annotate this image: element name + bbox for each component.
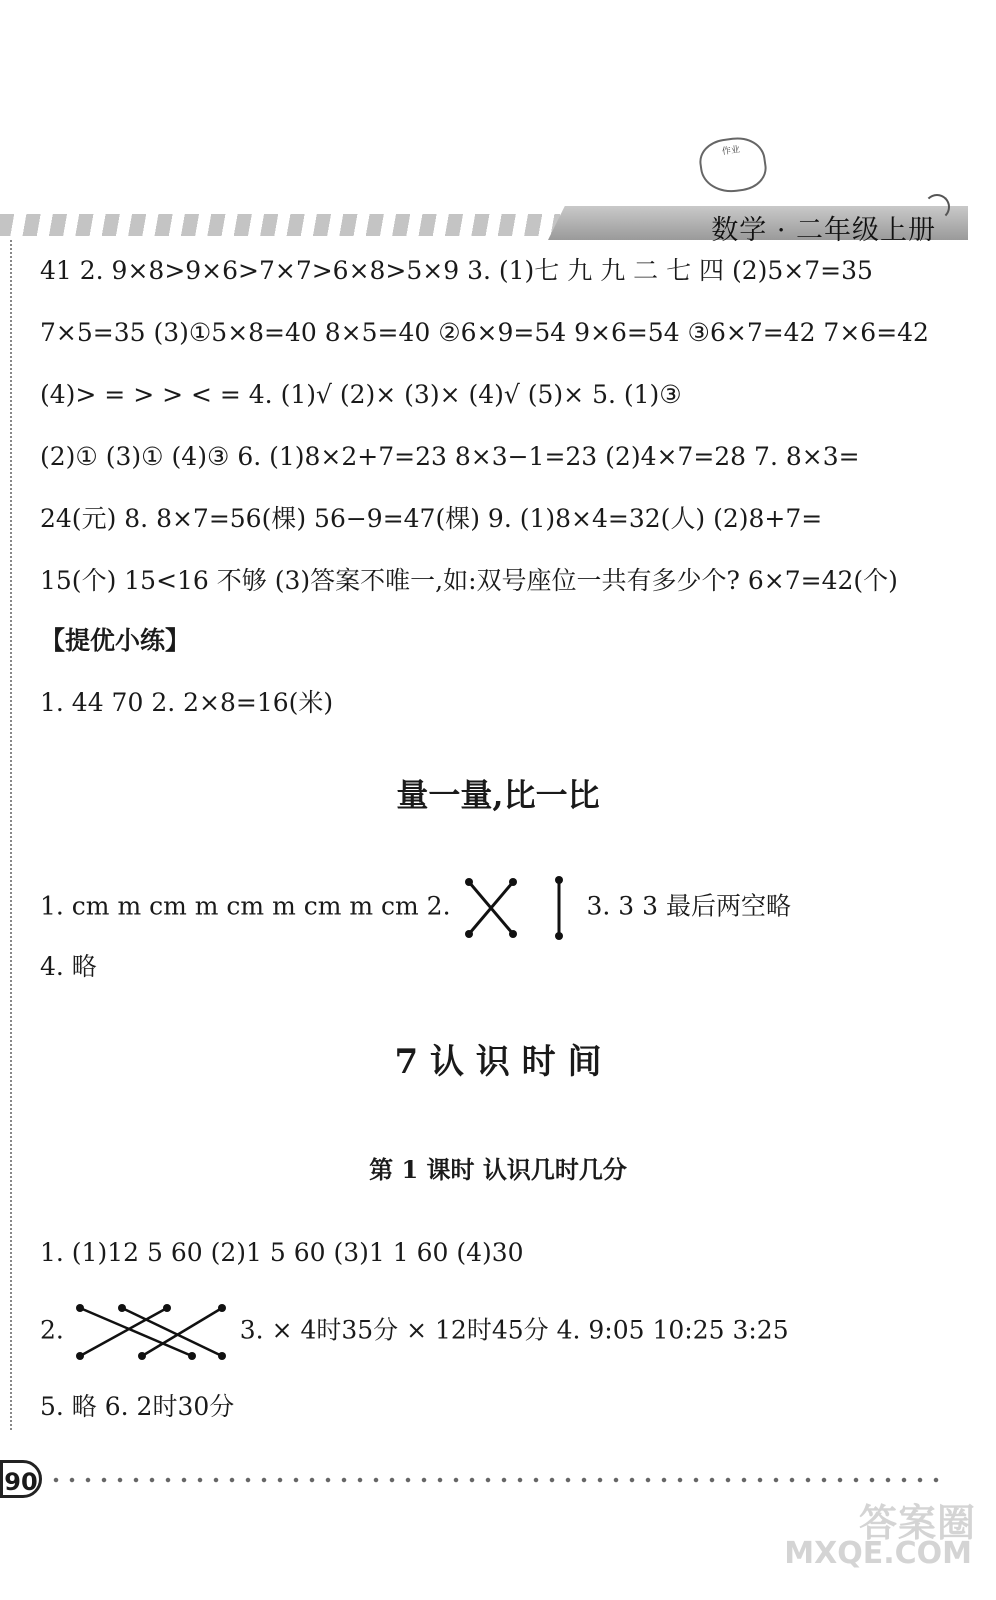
cross-lines-diagram	[459, 876, 579, 940]
left-margin-line	[10, 240, 12, 1430]
section-label-extra-practice: 【提优小练】	[40, 626, 191, 655]
page-header	[0, 206, 970, 246]
time-answer-1: 1. (1)12 5 60 (2)1 5 60 (3)1 1 60 (4)30	[40, 1238, 524, 1267]
lesson-heading: 第 1 课时 认识几时几分	[369, 1155, 627, 1184]
header-dash-pattern	[0, 214, 560, 236]
answer-line-4: (2)① (3)① (4)③ 6. (1)8×2+7=23 8×3−1=23 (2)4×7=28 7. 8×3=	[40, 442, 860, 471]
time-answer-5-6: 5. 略 6. 2时30分	[40, 1392, 235, 1421]
measure-answer-4: 4. 略	[40, 952, 97, 981]
unit-heading-time: 7 认 识 时 间	[394, 1042, 602, 1082]
measure-units: 1. cm m cm m cm m cm m cm 2.	[40, 891, 451, 921]
section-heading-measure: 量一量,比一比	[396, 776, 600, 814]
watermark-url: MXQE.COM	[784, 1536, 972, 1571]
time-answer-2-label: 2.	[40, 1315, 64, 1345]
answer-line-1: 41 2. 9×8>9×6>7×7>6×8>5×9 3. (1)七 九 九 二 七 四 (2)5×7=35	[40, 256, 873, 285]
answer-line-5: 24(元) 8. 8×7=56(棵) 56−9=47(棵) 9. (1)8×4=32(人) (2)8+7=	[40, 504, 823, 533]
answer-line-8: 1. 44 70 2. 2×8=16(米)	[40, 688, 334, 717]
book-title: 数学 · 二年级上册	[711, 215, 936, 246]
time-answer-2	[40, 1300, 789, 1364]
answer-line-6: 15(个) 15<16 不够 (3)答案不唯一,如:双号座位一共有多少个? 6×7=42(个)	[40, 566, 898, 595]
homework-stamp: 作业	[697, 134, 770, 197]
footer-dot-row	[48, 1474, 948, 1486]
answer-line-3: (4)> = > > < = 4. (1)√ (2)× (3)× (4)√ (5)× 5. (1)③	[40, 380, 682, 409]
time-answer-3-4: 3. × 4时35分 × 12时45分 4. 9:05 10:25 3:25	[239, 1315, 789, 1345]
answer-line-2: 7×5=35 (3)①5×8=40 8×5=40 ②6×9=54 9×6=54 ③6×7=42 7×6=42	[40, 318, 929, 347]
watermark-logo: 答案圈	[858, 1501, 976, 1545]
matching-lines-diagram	[72, 1300, 232, 1364]
measure-answer-3: 3. 3 3 最后两空略	[586, 891, 791, 921]
page-number: 90	[0, 1460, 42, 1498]
page-footer	[0, 1440, 996, 1571]
measure-answer-1	[40, 876, 791, 940]
